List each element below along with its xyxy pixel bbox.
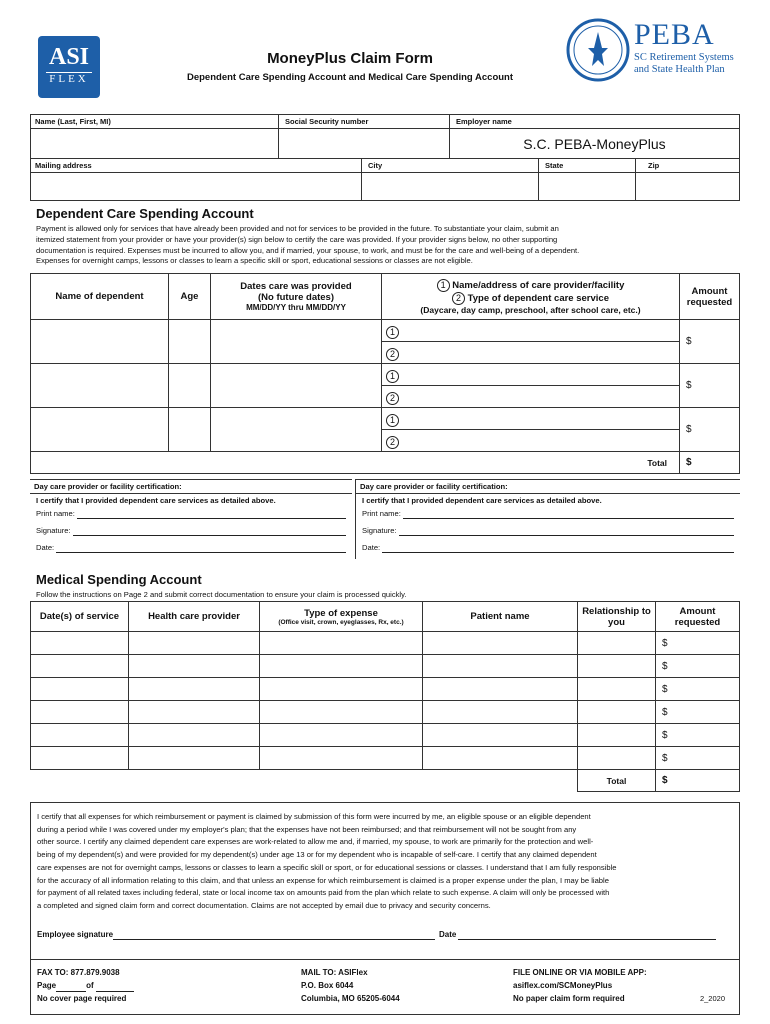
fax-info: FAX TO: 877.879.9038 — [37, 968, 120, 977]
medical-cell[interactable] — [578, 632, 656, 655]
certification-line: for the accuracy of all information relating to this claim, and that unless an expense for which reimbursement is claimed is a proper expense under the plan, I may be liable — [37, 875, 609, 885]
medical-table — [30, 601, 740, 792]
circle-two-icon: 2 — [386, 436, 399, 449]
ssn-label: Social Security number — [285, 117, 369, 126]
name-label: Name (Last, First, MI) — [35, 117, 111, 126]
medical-cell[interactable] — [423, 724, 578, 747]
medical-amount-cell[interactable]: $ — [656, 701, 740, 724]
col-date-of-service: Date(s) of service — [31, 602, 129, 632]
city-field[interactable] — [362, 173, 539, 201]
medical-cell[interactable] — [31, 747, 129, 770]
state-label: State — [545, 161, 564, 170]
footer-box — [30, 960, 740, 1015]
medical-cell[interactable] — [578, 655, 656, 678]
peba-logo — [566, 18, 756, 88]
asi-logo-top: ASI — [48, 44, 90, 70]
online-url[interactable]: asiflex.com/SCMoneyPlus — [513, 981, 613, 990]
signature-field[interactable] — [399, 526, 734, 536]
dependent-care-table — [30, 273, 740, 474]
certification-line: during a period while I was covered under my employer's plan; that the expenses have not been reimbursed; and that reimbursement will not be sought from any — [37, 824, 577, 834]
circle-two-icon: 2 — [386, 392, 399, 405]
circle-one-icon: 1 — [386, 414, 399, 427]
medical-cell[interactable] — [129, 655, 260, 678]
dependent-total-label: Total — [31, 452, 680, 474]
cert-heading: Day care provider or facility certification: — [30, 480, 352, 494]
dependent-dates-cell[interactable] — [211, 408, 382, 452]
medical-cell[interactable] — [260, 701, 423, 724]
employee-date-label: Date — [439, 929, 457, 939]
medical-cell[interactable] — [31, 655, 129, 678]
zip-label: Zip — [648, 161, 660, 170]
col-medical-amount: Amount requested — [656, 602, 740, 632]
ssn-field[interactable] — [279, 129, 450, 159]
claimant-info-table — [30, 114, 740, 159]
file-online: FILE ONLINE OR VIA MOBILE APP: — [513, 968, 647, 977]
provider-name-cell[interactable] — [382, 320, 680, 342]
page-total-field[interactable] — [96, 983, 134, 992]
col-dates: Dates care was provided (No future dates) MM/DD/YY thru MM/DD/YY — [211, 274, 382, 320]
zip-field[interactable] — [636, 173, 740, 201]
certification-line: being of my dependent(s) and were provided for my dependent(s) under age 13 or for my dependent who is incapable of self-care. I certify that any claimed dependent — [37, 850, 597, 860]
medical-amount-cell[interactable]: $ — [656, 655, 740, 678]
col-age: Age — [169, 274, 211, 320]
dependent-name-cell[interactable] — [31, 320, 169, 364]
mail-to: MAIL TO: ASIFlex — [301, 968, 368, 977]
dependent-amount-cell[interactable]: $ — [680, 320, 740, 364]
no-paper-note: No paper claim form required — [513, 994, 625, 1003]
no-cover-note: No cover page required — [37, 994, 127, 1003]
medical-cell[interactable] — [578, 724, 656, 747]
col-dependent-name: Name of dependent — [31, 274, 169, 320]
dependent-name-cell[interactable] — [31, 408, 169, 452]
dependent-intro-line: itemized statement from your provider or have your provider(s) sign below to certify the care was provided. If your provider signs below, no other supporting — [36, 234, 558, 244]
col-provider: 1 Name/address of care provider/facility 2 Type of dependent care service (Daycare, day camp, preschool, after school care, etc.) — [382, 274, 680, 320]
dependent-age-cell[interactable] — [169, 364, 211, 408]
signature-field[interactable] — [73, 526, 346, 536]
form-subtitle: Dependent Care Spending Account and Medical Care Spending Account — [186, 72, 514, 83]
medical-cell[interactable] — [129, 632, 260, 655]
medical-cell[interactable] — [31, 724, 129, 747]
provider-name-cell[interactable] — [382, 408, 680, 430]
medical-cell[interactable] — [423, 678, 578, 701]
col-patient-name: Patient name — [423, 602, 578, 632]
medical-cell[interactable] — [260, 724, 423, 747]
employer-value: S.C. PEBA-MoneyPlus — [523, 135, 666, 152]
mailing-label: Mailing address — [35, 161, 92, 170]
circle-two-icon: 2 — [386, 348, 399, 361]
circle-two-icon: 2 — [452, 292, 465, 305]
medical-cell[interactable] — [31, 701, 129, 724]
col-health-provider: Health care provider — [129, 602, 260, 632]
asi-logo-bottom: FLEX — [46, 72, 92, 85]
dependent-name-cell[interactable] — [31, 364, 169, 408]
employer-label: Employer name — [456, 117, 512, 126]
print-name-label: Print name: — [362, 509, 401, 518]
medical-cell[interactable] — [129, 701, 260, 724]
medical-cell[interactable] — [260, 747, 423, 770]
certification-line: care expenses are not for overnight camps, lessons or classes to learn a specific skill or sport, or for educational sessions or classes. I understand that I am fully responsible — [37, 862, 617, 872]
peba-line2: and State Health Plan — [634, 64, 725, 75]
medical-intro: Follow the instructions on Page 2 and submit correct documentation to ensure your claim is processed quickly. — [36, 590, 407, 599]
medical-heading: Medical Spending Account — [36, 572, 202, 587]
date-field[interactable] — [382, 543, 734, 553]
medical-cell[interactable] — [578, 747, 656, 770]
employee-date-field[interactable] — [458, 929, 716, 940]
medical-cell[interactable] — [578, 678, 656, 701]
name-field[interactable] — [31, 129, 279, 159]
employee-signature-field[interactable] — [113, 929, 435, 940]
medical-cell[interactable] — [31, 632, 129, 655]
dependent-intro-line: Payment is allowed only for services that have already been provided and not for services to be provided in the future. To substantiate your claim, submit an — [36, 224, 559, 233]
mail-city: Columbia, MO 65205-6044 — [301, 994, 400, 1003]
form-title: MoneyPlus Claim Form — [267, 50, 433, 67]
peba-line1: SC Retirement Systems — [634, 52, 734, 63]
print-name-field[interactable] — [403, 509, 734, 519]
medical-cell[interactable] — [578, 701, 656, 724]
medical-amount-cell[interactable]: $ — [656, 632, 740, 655]
peba-seal-icon — [566, 18, 630, 82]
col-relationship: Relationship to you — [578, 602, 656, 632]
employer-field — [450, 129, 740, 159]
dependent-care-heading: Dependent Care Spending Account — [36, 206, 254, 221]
form-version: 2_2020 — [699, 994, 725, 1003]
col-amount: Amount requested — [680, 274, 740, 320]
circle-one-icon: 1 — [386, 326, 399, 339]
address-table — [30, 158, 740, 201]
date-field[interactable] — [56, 543, 346, 553]
certification-line: other source. I certify any claimed dependent care expenses are work-related to allow me and, if married, my spouse, to work are primarily for the protection and well- — [37, 837, 594, 847]
dependent-intro — [36, 224, 741, 267]
page-label: Page — [37, 981, 57, 990]
po-box: P.O. Box 6044 — [301, 981, 354, 990]
print-name-label: Print name: — [36, 509, 75, 518]
print-name-field[interactable] — [77, 509, 346, 519]
employee-signature-label: Employee signature — [37, 929, 114, 939]
provider-cert-right — [355, 479, 740, 559]
page-of-label: of — [86, 981, 94, 990]
medical-cell[interactable] — [423, 701, 578, 724]
dependent-age-cell[interactable] — [169, 320, 211, 364]
certification-line: for payment of all related taxes including federal, state or local income tax on amounts paid from the plan which relate to such expense. A claim will only be processed with — [37, 888, 610, 898]
signature-label: Signature: — [362, 526, 397, 535]
medical-cell[interactable] — [423, 655, 578, 678]
dependent-intro-line: Expenses for overnight camps, lessons or classes to learn a specific skill or sport, educational sessions or classes are not eligible. — [36, 256, 473, 266]
certification-line: a completed and signed claim form and correct documentation. Claims are not accepted by email due to privacy and security concerns. — [37, 900, 491, 910]
dependent-total-cell[interactable]: $ — [680, 452, 740, 474]
medical-amount-cell[interactable]: $ — [656, 724, 740, 747]
medical-total-label: Total — [578, 770, 656, 792]
medical-cell[interactable] — [129, 678, 260, 701]
signature-label: Signature: — [36, 526, 71, 535]
state-field[interactable] — [539, 173, 636, 201]
peba-logo-text: PEBA — [634, 18, 715, 51]
circle-one-icon: 1 — [437, 279, 450, 292]
medical-cell[interactable] — [423, 747, 578, 770]
provider-type-cell[interactable] — [382, 342, 680, 364]
medical-cell[interactable] — [260, 632, 423, 655]
cert-text: I certify that I provided dependent care services as detailed above. — [36, 496, 276, 505]
date-label: Date: — [362, 543, 381, 552]
dependent-age-cell[interactable] — [169, 408, 211, 452]
medical-cell[interactable] — [260, 655, 423, 678]
mailing-field[interactable] — [31, 173, 362, 201]
dependent-amount-cell[interactable]: $ — [680, 364, 740, 408]
circle-one-icon: 1 — [386, 370, 399, 383]
date-label: Date: — [36, 543, 55, 552]
medical-cell[interactable] — [31, 678, 129, 701]
dependent-amount-cell[interactable]: $ — [680, 408, 740, 452]
col-expense-type: Type of expense (Office visit, crown, eyeglasses, Rx, etc.) — [260, 602, 423, 632]
provider-type-cell[interactable] — [382, 386, 680, 408]
provider-cert-left — [30, 479, 352, 559]
medical-amount-cell[interactable]: $ — [656, 678, 740, 701]
city-label: City — [368, 161, 383, 170]
medical-cell[interactable] — [260, 678, 423, 701]
page-number-field[interactable] — [56, 983, 86, 992]
certification-line: I certify that all expenses for which reimbursement or payment is claimed by submission of this form were incurred by me, an eligible spouse or an eligible dependent — [37, 812, 591, 821]
cert-heading: Day care provider or facility certification: — [356, 480, 740, 494]
medical-cell[interactable] — [129, 747, 260, 770]
dependent-dates-cell[interactable] — [211, 320, 382, 364]
provider-type-cell[interactable] — [382, 430, 680, 452]
dependent-dates-cell[interactable] — [211, 364, 382, 408]
provider-name-cell[interactable] — [382, 364, 680, 386]
asiflex-logo — [38, 36, 100, 98]
medical-total-cell[interactable]: $ — [656, 770, 740, 792]
employee-certification-box — [30, 802, 740, 960]
medical-amount-cell[interactable]: $ — [656, 747, 740, 770]
dependent-intro-line: documentation is required. Expenses must be incurred to allow you, and if married, your spouse, to work, and must be for the care and well-being of a dependent. — [36, 245, 580, 255]
medical-cell[interactable] — [423, 632, 578, 655]
medical-cell[interactable] — [129, 724, 260, 747]
cert-text: I certify that I provided dependent care services as detailed above. — [362, 496, 602, 505]
